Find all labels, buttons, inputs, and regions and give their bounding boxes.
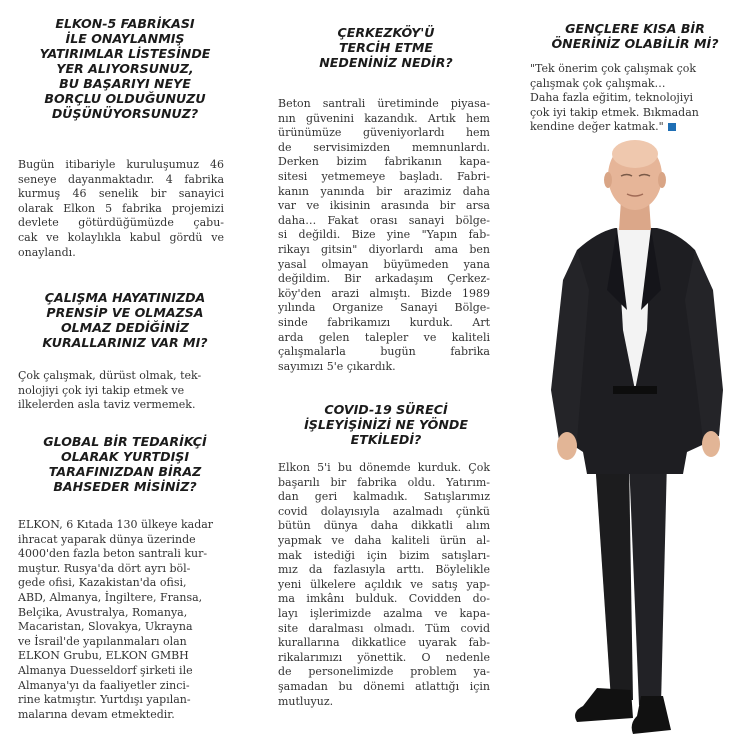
heading-line: COVID-19 SÜRECİ — [324, 402, 448, 417]
end-square-icon — [668, 123, 676, 131]
heading-line: TARAFINIZDAN BİRAZ — [48, 464, 202, 479]
text-line: yapmak ve daha kaliteli ürün al- — [278, 533, 490, 547]
text-line: devlete götürdüğümüzde çabu- — [18, 216, 224, 230]
text-line: onaylandı. — [18, 245, 76, 259]
text-line: Çok çalışmak, dürüst olmak, tek- — [18, 369, 202, 382]
q4-heading-text — [278, 25, 494, 70]
text-line — [530, 120, 735, 135]
heading-line: BAHSEDER MİSİNİZ? — [53, 479, 197, 494]
text-line: Daha fazla eğitim, teknolojiyi — [530, 91, 694, 105]
heading-line: ELKON-5 FABRİKASI — [55, 16, 195, 31]
text-line: çalışmak çok çalışmak… — [530, 76, 666, 90]
q5-heading — [278, 402, 494, 447]
heading-line: ÖNERİNİZ OLABİLİR Mİ? — [551, 36, 719, 51]
heading-line: BU BAŞARIYI NEYE — [59, 76, 191, 91]
text-line: mız da fazlasıyla arttı. Böylelikle — [278, 563, 490, 577]
text-line: Beton santrali üretiminde piyasa- — [278, 97, 490, 110]
q6-heading — [530, 21, 740, 51]
heading-line: İŞLEYİŞİNİZİ NE YÖNDE — [304, 417, 468, 432]
text-line: mak istediği için bizim satışları- — [278, 548, 490, 562]
left-hand — [557, 432, 577, 460]
text-line: yeni ülkelere açıldık ve satış yap- — [278, 577, 490, 591]
text-line: Almanya'yı da faaliyetler zinci- — [18, 678, 190, 692]
text-line: sitesi yetmemeye başladı. Fabri- — [278, 169, 490, 183]
text-line: ELKON Grubu, ELKON GMBH — [18, 649, 189, 663]
text-line: gede ofisi, Kazakistan'da ofisi, — [18, 576, 187, 590]
q1-heading — [18, 16, 232, 121]
q3-heading — [18, 434, 232, 494]
text-line: dan geri kalmadık. Satışlarımız — [278, 490, 490, 504]
q5-answer — [278, 461, 490, 709]
text-line: yılında Organize Sanayi Bölge- — [278, 301, 490, 315]
text-line: ihracat yaparak dünya üzerinde — [18, 532, 196, 546]
q3-answer-text — [18, 518, 224, 722]
text-line: ilkelerden asla taviz vermemek. — [18, 398, 196, 412]
text-line: "Tek önerim çok çalışmak çok — [530, 62, 697, 75]
text-line: malarına devam etmektedir. — [18, 707, 175, 721]
heading-line: PRENSİP VE OLMAZSA — [46, 305, 204, 320]
heading-line: ÇALIŞMA HAYATINIZDA — [44, 290, 206, 305]
heading-line: GENÇLERE KISA BİR — [565, 21, 705, 36]
text-line: rine katmıştır. Yurtdışı yapılan- — [18, 693, 191, 707]
text-line: arda gelen talepler ve kaliteli — [278, 330, 490, 344]
heading-line: YATIRIMLAR LİSTESİNDE — [39, 46, 211, 61]
heading-line: NEDENİNİZ NEDİR? — [319, 55, 453, 70]
text-line: rikayı gitsin" diyorlardı ama ben — [278, 242, 490, 256]
text-line: seneye dayanmaktadır. 4 fabrika — [18, 172, 224, 186]
q6-answer-text — [530, 62, 735, 135]
heading-line: ÇERKEZKÖY'Ü — [337, 25, 435, 40]
q4-answer — [278, 97, 490, 374]
heading-line: BORÇLU OLDUĞUNUZU — [44, 91, 206, 106]
text-line: rikalarımızı yönettik. O nedenle — [278, 650, 490, 664]
text-line: si değildi. Bize yine "Yapın fab- — [278, 228, 490, 242]
text-line: Elkon 5'i bu dönemde kurduk. Çok — [278, 461, 490, 474]
text-line-content: kendine değer katmak." — [530, 120, 664, 134]
text-line: nın güvenini kazandık. Artık hem — [278, 111, 490, 125]
heading-line: İLE ONAYLANMIŞ — [65, 31, 185, 46]
q4-heading — [278, 25, 494, 70]
text-line: başarılı bir fabrika oldu. Yatırım- — [278, 475, 490, 489]
text-line: ma imkânı bulduk. Covidden do- — [278, 592, 490, 606]
right-hand — [702, 431, 720, 457]
text-line: mutluyuz. — [278, 694, 334, 708]
q5-answer-text — [278, 461, 490, 709]
text-line: muştur. Rusya'da dört ayrı böl- — [18, 561, 191, 575]
text-line: Derken bizim fabrikanın kapa- — [278, 155, 490, 169]
heading-line: GLOBAL BİR TEDARİKÇİ — [43, 434, 207, 449]
text-line: Belçika, Avustralya, Romanya, — [18, 605, 188, 619]
heading-line: TERCİH ETME — [338, 40, 434, 55]
right-shoe — [632, 696, 671, 734]
text-line: Almanya Duesseldorf şirketi ile — [18, 663, 193, 677]
trousers — [595, 460, 633, 700]
q4-answer-text — [278, 97, 490, 374]
text-line: kanın yanında bir arazimiz daha — [278, 184, 490, 198]
heading-line: OLMAZ DEDİĞİNİZ — [60, 320, 190, 335]
q3-heading-text — [18, 434, 232, 494]
heading-line: DÜŞÜNÜYORSUNUZ? — [51, 106, 199, 121]
heading-line: KURALLARINIZ VAR MI? — [42, 335, 208, 350]
q2-answer-text — [18, 369, 224, 413]
text-line: bütün dünya daha dikkatli alım — [278, 519, 490, 533]
text-line: kurallarına dikkatlice uyarak fab- — [278, 636, 490, 650]
text-line: site daralması olmadı. Tüm covid — [278, 621, 490, 635]
text-line: de servisimizden memnunlardı. — [278, 140, 490, 154]
q1-answer-text — [18, 158, 224, 260]
text-line: kurmuş 46 senelik bir sanayici — [18, 187, 224, 201]
text-line: ABD, Almanya, İngiltere, Fransa, — [18, 590, 203, 604]
text-line: sayımızı 5'e çıkardık. — [278, 359, 396, 373]
text-line: layı işlerimizde azalma ve kapa- — [278, 606, 490, 620]
text-line: Macaristan, Slovakya, Ukrayna — [18, 620, 193, 634]
q2-heading-text — [18, 290, 232, 350]
text-line: cak ve kolaylıkla kabul gördü ve — [18, 230, 224, 244]
text-line: değildim. Bir arkadaşım Çerkez- — [278, 272, 490, 286]
text-line: çalışmalarla bugün fabrika — [278, 345, 490, 359]
heading-line: ETKİLEDİ? — [350, 432, 422, 447]
text-line: yasal olmayan büyümeden yana — [278, 257, 490, 271]
text-line: de personelimizde problem ya- — [278, 665, 490, 679]
q3-answer — [18, 518, 224, 722]
heading-line: OLARAK YURTDIŞI — [60, 449, 190, 464]
text-line: covid dolayısıyla azalmadı çünkü — [278, 504, 490, 518]
text-line: sinde fabrikamızı kurduk. Art — [278, 315, 490, 329]
text-line: var ve ikisinin arasında bir arsa — [278, 199, 490, 213]
q1-heading-text — [18, 16, 232, 121]
text-line: şamadan bu dönemi atlattığı için — [278, 679, 490, 693]
left-shoe — [575, 688, 633, 722]
text-line: köy'den arazi almıştı. Bizde 1989 — [278, 286, 490, 300]
businessman-portrait-illustration — [537, 140, 732, 752]
heading-line: YER ALIYORSUNUZ, — [56, 61, 194, 76]
q6-answer — [530, 62, 735, 135]
text-line: Bugün itibariyle kuruluşumuz 46 — [18, 158, 224, 171]
q2-answer — [18, 369, 224, 413]
text-line: nolojiyi çok iyi takip etmek ve — [18, 383, 185, 397]
text-line: ürünümüze güveniyorlardı hem — [278, 126, 490, 140]
text-line: daha… Fakat orası sanayi bölge- — [278, 213, 490, 227]
q5-heading-text — [278, 402, 494, 447]
q6-heading-text — [530, 21, 740, 51]
text-line: çok iyi takip etmek. Bıkmadan — [530, 105, 699, 119]
text-line: olarak Elkon 5 fabrika projemizi — [18, 201, 224, 215]
q1-answer — [18, 158, 224, 260]
text-line: 4000'den fazla beton santrali kur- — [18, 547, 208, 561]
text-line: ve İsrail'de yapılanmaları olan — [18, 634, 187, 648]
q2-heading — [18, 290, 232, 350]
text-line: ELKON, 6 Kıtada 130 ülkeye kadar — [18, 518, 214, 531]
